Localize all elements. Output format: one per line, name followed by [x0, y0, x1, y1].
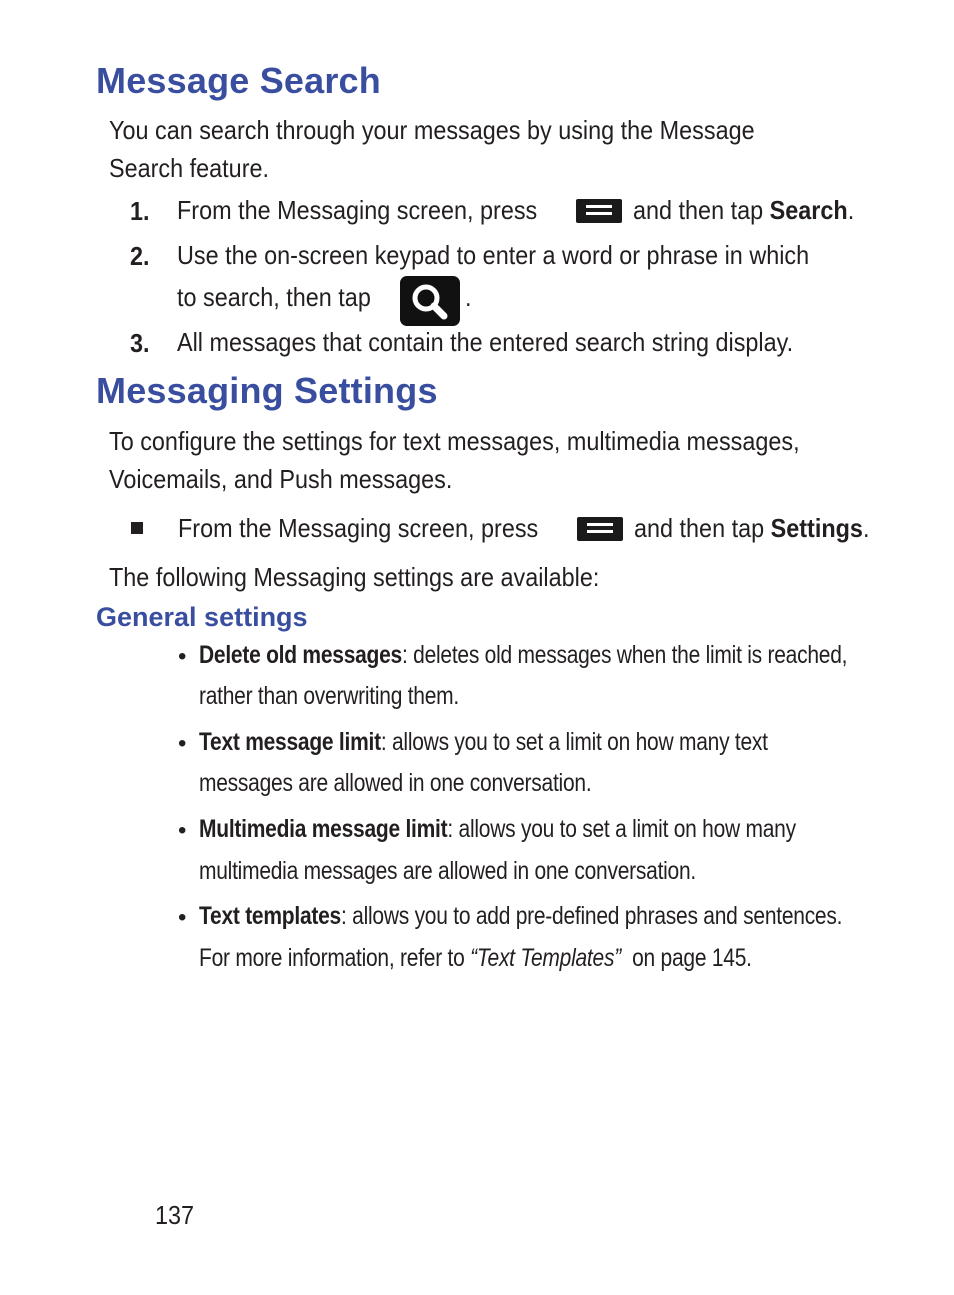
- intro-line: Voicemails, and Push messages.: [109, 464, 453, 494]
- following-text: The following Messaging settings are available:: [109, 562, 600, 592]
- ref-post: on page 145.: [620, 944, 752, 972]
- intro-line: To configure the settings for text messages, multimedia messages,: [109, 426, 800, 456]
- intro-line: You can search through your messages by using the Message: [109, 115, 755, 145]
- settings-step-end: .: [862, 513, 870, 543]
- settings-step-bold: Settings: [770, 513, 863, 543]
- bullet-dot: •: [178, 904, 187, 931]
- step-number: 1.: [130, 196, 150, 226]
- item-desc-line2: multimedia messages are allowed in one conversation.: [199, 857, 697, 885]
- settings-item: [199, 815, 796, 844]
- menu-icon: [576, 199, 622, 223]
- subsection-title-general-settings: General settings: [96, 602, 308, 632]
- step-number: 2.: [130, 241, 150, 271]
- item-term: Text message limit: [199, 728, 381, 756]
- step-1-end: .: [847, 195, 855, 225]
- intro-line: Search feature.: [109, 153, 270, 183]
- step-2-line2: to search, then tap: [177, 282, 371, 312]
- settings-step-mid: and then tap: [634, 513, 765, 543]
- section-title-message-search: Message Search: [96, 60, 381, 101]
- item-desc-line2: messages are allowed in one conversation.: [199, 769, 592, 797]
- item-desc: : allows you to set a limit on how many: [447, 815, 796, 843]
- section-title-messaging-settings: Messaging Settings: [96, 370, 438, 411]
- item-term: Delete old messages: [199, 641, 402, 669]
- item-desc: : allows you to set a limit on how many text: [380, 728, 768, 756]
- square-bullet: [131, 522, 143, 534]
- step-3-text: All messages that contain the entered search string display.: [177, 327, 794, 357]
- settings-item: [199, 902, 842, 931]
- settings-item: [199, 641, 847, 670]
- item-desc: : allows you to add pre-defined phrases and sentences.: [340, 902, 843, 930]
- item-term: Multimedia message limit: [199, 815, 448, 843]
- cross-reference-link[interactable]: “Text Templates”: [470, 944, 621, 972]
- item-desc-line2: rather than overwriting them.: [199, 682, 459, 710]
- settings-item: [199, 728, 768, 757]
- step-1-mid: and then tap: [633, 195, 764, 225]
- step-1-bold: Search: [769, 195, 848, 225]
- step-2-line1: Use the on-screen keypad to enter a word or phrase in which: [177, 240, 810, 270]
- ref-pre: For more information, refer to: [199, 944, 471, 972]
- menu-icon: [577, 517, 623, 541]
- bullet-dot: •: [178, 643, 187, 670]
- step-2-end: .: [465, 282, 472, 312]
- settings-step-text-a: From the Messaging screen, press: [178, 513, 539, 543]
- page-number: 137: [155, 1200, 195, 1230]
- item-desc: : deletes old messages when the limit is reached,: [401, 641, 848, 669]
- settings-step-text-b: [634, 509, 869, 547]
- bullet-dot: •: [178, 817, 187, 844]
- step-1-text-b: [633, 191, 854, 229]
- bullet-dot: •: [178, 730, 187, 757]
- item-desc-line2: [199, 944, 752, 973]
- step-1-text-a: From the Messaging screen, press: [177, 195, 538, 225]
- step-number: 3.: [130, 328, 150, 358]
- item-term: Text templates: [199, 902, 341, 930]
- search-icon: [400, 276, 460, 326]
